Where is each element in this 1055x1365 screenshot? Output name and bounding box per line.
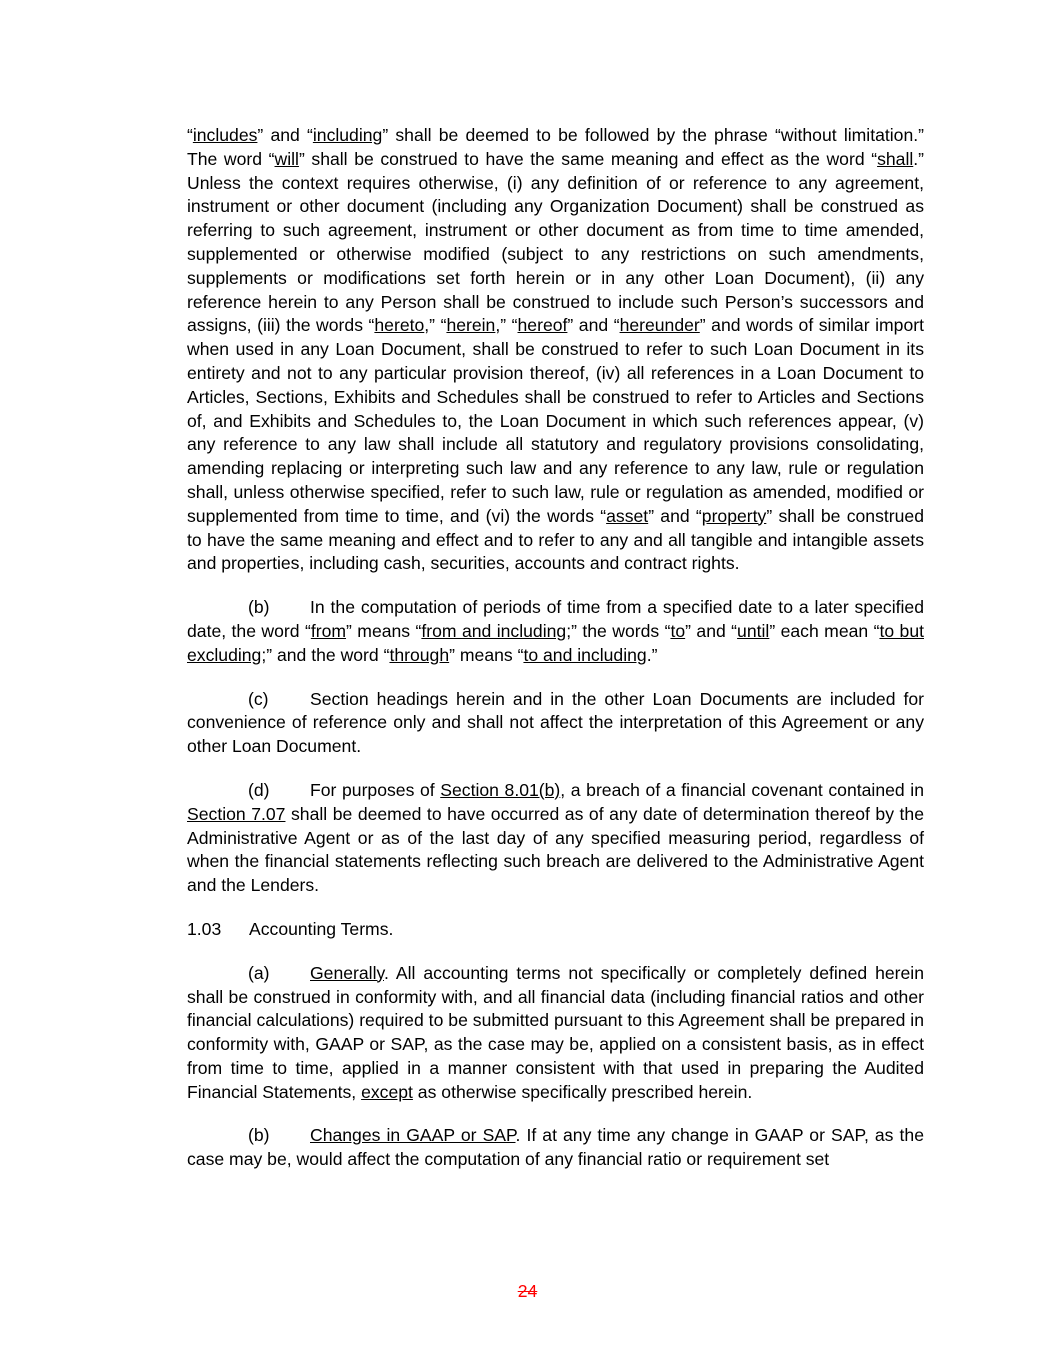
text-span: .” Unless the context requires otherwise, (i) any definition of or reference to any agreement, instrument or other document (including any Organization Document) shall be construed as referring to such agreement, instrument or other document as from time to time amended, supplemented or otherwise modified (subject to any restrictions on such amendments, supplements or modifications set forth herein or in any other Loan Document), (ii) any reference herein to any Person shall be construed to include such Person’s successors and assigns, (iii) the words “ (187, 148, 925, 336)
text-span: . If at any time any change in GAAP or SAP, as the case may be, would affect the computation of any financial ratio or requirement set (187, 1125, 924, 1170)
term-through: through (389, 644, 450, 665)
section-headings-paragraph (187, 688, 924, 759)
section-reference-8-01b: Section 8.01(b) (440, 779, 561, 800)
clause-caption: Generally (310, 962, 384, 983)
term-hereunder: hereunder (619, 315, 700, 336)
text-span: ” shall be deemed to be followed by the phrase “without limitation.” The word “ (187, 125, 924, 169)
text-span: , a breach of a financial covenant contained in (560, 779, 924, 800)
term-property: property (701, 505, 767, 526)
page-number: 24 (517, 1281, 538, 1301)
text-span: shall be deemed to have occurred as of any date of determination thereof by the Administrative Agent or as of the last day of any specified measuring period, regardless of when the financial statements reflecting such breach are delivered to the Administrative Agent and the Lenders. (187, 803, 924, 896)
section-reference-7-07: Section 7.07 (187, 803, 286, 824)
text-span: In the computation of periods of time from a specified date to a later specified date, the word “ (187, 597, 924, 641)
term-hereof: hereof (517, 315, 568, 336)
clause-label: (b) (248, 597, 270, 618)
computation-of-time-paragraph (187, 596, 924, 667)
text-span: ;” the words “ (566, 620, 671, 641)
term-hereto: hereto (374, 315, 425, 336)
term-to: to (670, 620, 686, 641)
text-span: as otherwise specifically prescribed herein. (412, 1081, 753, 1102)
term-except: except (361, 1081, 413, 1102)
clause-caption: Changes in GAAP or SAP (310, 1125, 516, 1146)
document-page (187, 124, 924, 1192)
definitions-interpretation-paragraph (187, 124, 924, 576)
term-shall: shall (877, 148, 914, 169)
text-span: ” means “ (449, 644, 524, 665)
text-span: ,” “ (424, 315, 447, 336)
text-span: ” shall be construed to have the same meaning and effect and to refer to any and all tangible and intangible assets and properties, including cash, securities, accounts and contract rights. (187, 505, 924, 574)
clause-label: (d) (248, 779, 270, 800)
section-number: 1.03 (187, 918, 222, 939)
text-span: ” and “ (685, 620, 738, 641)
clause-label: (a) (248, 962, 270, 983)
section-title: Accounting Terms. (249, 918, 394, 939)
text-span: For purposes of (310, 779, 441, 800)
text-span: “ (187, 125, 193, 145)
term-will: will (274, 148, 299, 169)
text-span: ” and words of similar import when used in any Loan Document, shall be construed to refer to such Loan Document in its entirety and not to any particular provision thereof, (iv) all references in a Loan Document to Articles, Sections, Exhibits and Schedules shall be construed to refer to Articles and Sections of, and Exhibits and Schedules to, the Loan Document in which such references appear, (v) any reference to any law shall include all statutory and regulatory provisions consolidating, amending replacing or interpreting such law and any reference to any law, rule or regulation shall, unless otherwise specified, refer to such law, rule or regulation as amended, modified or supplemented from time to time, and (vi) the words “ (187, 315, 924, 526)
text-span: .” (646, 644, 658, 665)
clause-label: (c) (248, 688, 269, 709)
accounting-generally-paragraph (187, 962, 924, 1105)
text-span: ” and “ (257, 125, 313, 145)
text-span: ,” “ (495, 315, 518, 336)
term-from: from (310, 620, 347, 641)
term-asset: asset (606, 505, 649, 526)
text-span: ” and “ (567, 315, 620, 336)
text-span: ;” and the word “ (261, 644, 390, 665)
text-span: Section headings herein and in the other Loan Documents are included for convenience of reference only and shall not affect the interpretation of this Agreement or any other Loan Document. (187, 688, 924, 757)
clause-label: (b) (248, 1125, 270, 1146)
text-span: ” and “ (648, 505, 702, 526)
changes-in-gaap-paragraph (187, 1124, 924, 1172)
term-includes: includes (192, 125, 258, 145)
term-until: until (737, 620, 770, 641)
term-to-and-including: to and including (523, 644, 647, 665)
term-including: including (312, 125, 383, 145)
text-span: ” each mean “ (769, 620, 880, 641)
text-span: . All accounting terms not specifically or completely defined herein shall be construed in conformity with, and all financial data (including financial ratios and other financial calculations) required to be submitted pursuant to this Agreement shall be prepared in conformity with, GAAP or SAP, as the case may be, applied on a consistent basis, as in effect from time to time, applied in a manner consistent with that used in preparing the Audited Financial Statements, (187, 962, 924, 1102)
financial-covenant-breach-paragraph (187, 779, 924, 898)
text-span: ” shall be construed to have the same meaning and effect as the word “ (298, 148, 878, 169)
text-span: ” means “ (346, 620, 422, 641)
term-herein: herein (446, 315, 496, 336)
section-heading-accounting-terms (187, 918, 924, 942)
term-from-and-including: from and including (421, 620, 567, 641)
term-to-but-excluding: to but excluding (187, 620, 924, 665)
